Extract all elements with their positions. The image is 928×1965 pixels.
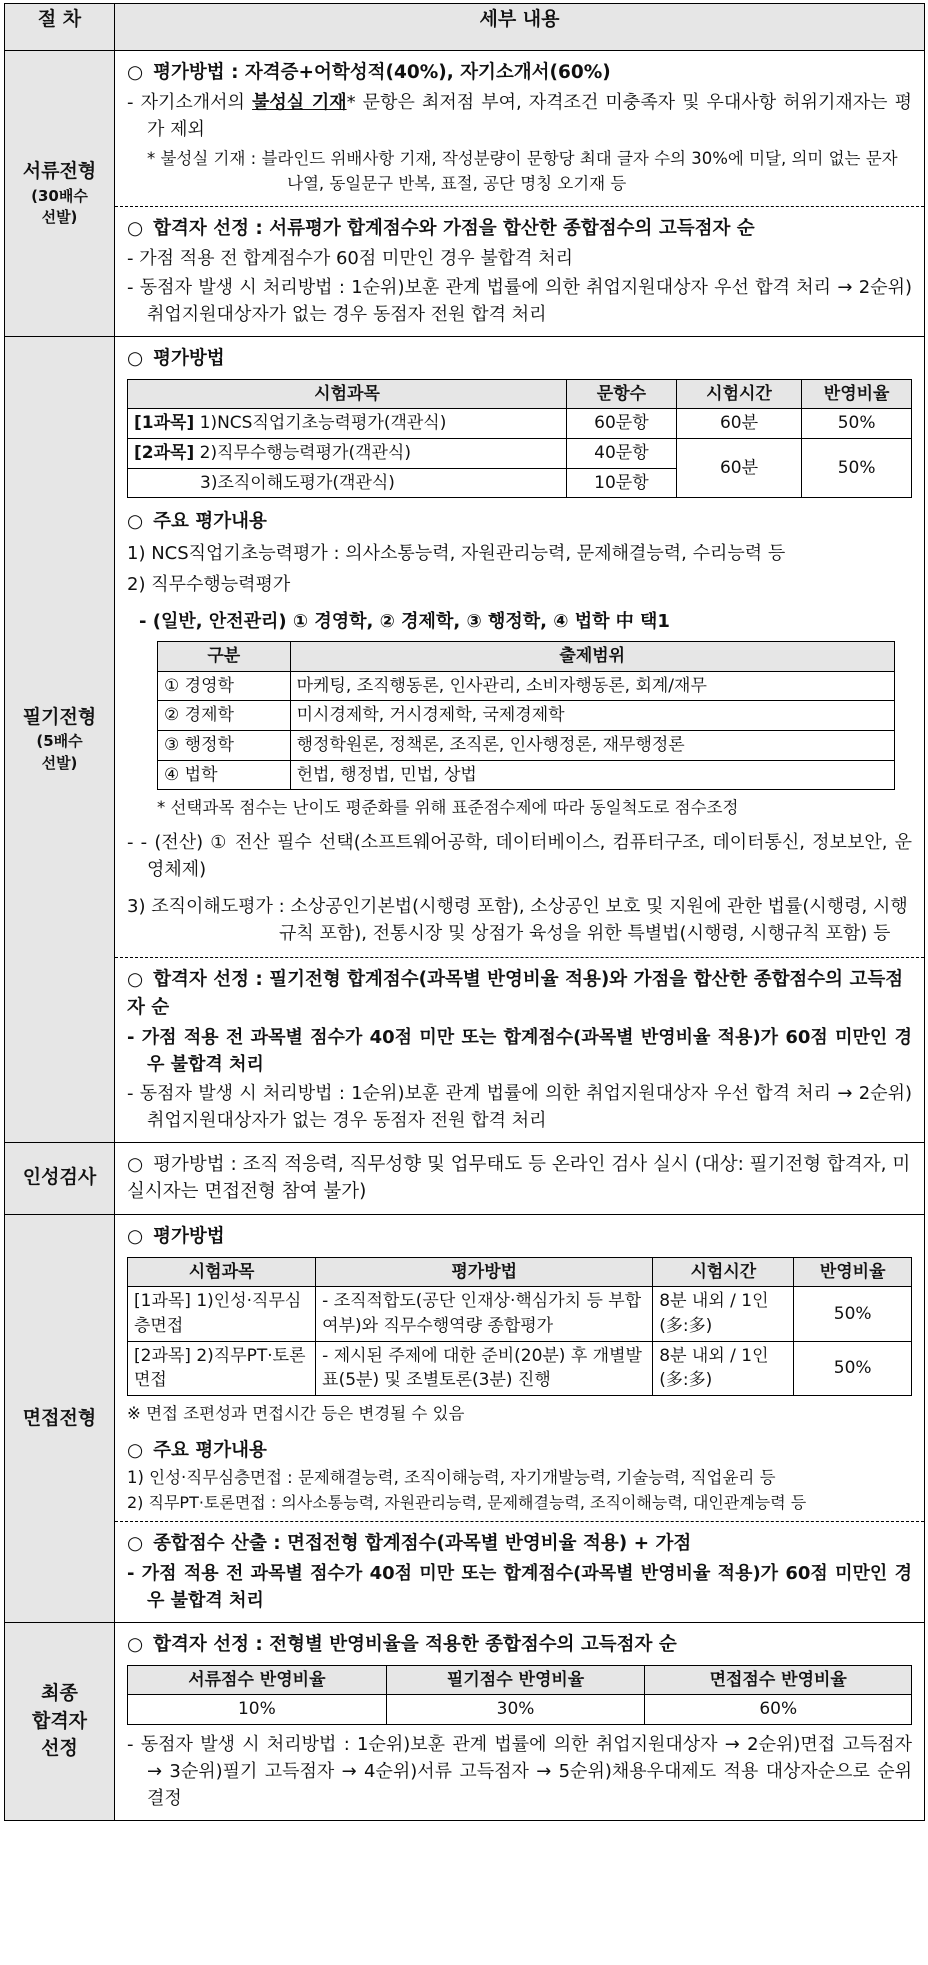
row-document-screening [5, 51, 925, 337]
s2-elective-general: - (일반, 안전관리) ① 경영학, ② 경제학, ③ 행정학, ④ 법학 中 택1 [139, 611, 670, 633]
s1-tie-rule: - 동점자 발생 시 처리방법 : 1순위)보훈 관계 법률에 의한 취업지원대상자 우선 합격 처리 → 2순위)취업지원대상자가 없는 경우 동점자 전원 합격 처리 [127, 274, 912, 328]
th-written-weight: 필기점수 반영비율 [386, 1665, 645, 1695]
iv-time-2: 8분 내외 / 1인 (多:多) [653, 1341, 794, 1395]
s2-item-ncs: 1) NCS직업기초능력평가 : 의사소통능력, 자원관리능력, 문제해결능력, 수리능력 등 [127, 543, 786, 565]
iv-subject-1: [1과목] 1)인성·직무심층면접 [128, 1287, 316, 1341]
written-weight: 30% [386, 1695, 645, 1725]
header-detail: 세부 내용 [115, 4, 925, 51]
iv-subject-2: [2과목] 2)직무PT·토론면접 [128, 1341, 316, 1395]
s2-content-heading: ○ 주요 평가내용 [127, 508, 912, 536]
th-questions: 문항수 [567, 379, 677, 409]
s4-method-heading: ○ 평가방법 [127, 1223, 912, 1251]
s5-selection-heading: ○ 합격자 선정 : 전형별 반영비율을 적용한 종합점수의 고득점자 순 [127, 1631, 912, 1659]
job-time: 60분 [676, 439, 801, 498]
final-weight-table [127, 1665, 912, 1725]
th-weight: 반영비율 [802, 379, 912, 409]
s2-fail-rule: - 가점 적용 전 과목별 점수가 40점 미만 또는 합계점수(과목별 반영비율 적용)가 60점 미만인 경우 불합격 처리 [127, 1024, 912, 1078]
s3-method: ○ 평가방법 : 조직 적응력, 직무성향 및 업무태도 등 온라인 검사 실시 (대상: 필기전형 합격자, 미실시자는 면접전형 참여 불가) [127, 1151, 912, 1207]
detail-personality-test [115, 1142, 925, 1215]
s4-content-heading: ○ 주요 평가내용 [127, 1437, 912, 1465]
elective-row: ③ 행정학 행정학원론, 정책론, 조직론, 인사행정론, 재무행정론 [158, 730, 895, 760]
s2-item-job: 2) 직무수행능력평가 [127, 574, 291, 596]
s4-item-1: 1) 인성·직무심층면접 : 문제해결능력, 조직이해능력, 자기개발능력, 기술능력, 직업윤리 등 [127, 1468, 776, 1488]
th-iv-method: 평가방법 [316, 1257, 653, 1287]
org-questions: 10문항 [567, 468, 677, 498]
th-iv-weight: 반영비율 [794, 1257, 912, 1287]
selection-process-table [4, 3, 925, 1821]
iv-method-1: - 조직적합도(공단 인재상·핵심가치 등 부합여부)와 직무수행역량 종합평가 [316, 1287, 653, 1341]
subject-ncs: [1과목] 1)NCS직업기초능력평가(객관식) [128, 409, 567, 439]
elective-row: ① 경영학 마케팅, 조직행동론, 인사관리, 소비자행동론, 회계/재무 [158, 671, 895, 701]
subject-job: [2과목] 2)직무수행능력평가(객관식) [128, 439, 567, 469]
iv-weight-1: 50% [794, 1287, 912, 1341]
iv-time-1: 8분 내외 / 1인 (多:多) [653, 1287, 794, 1341]
s4-note: ※ 면접 조편성과 면접시간 등은 변경될 수 있음 [127, 1403, 465, 1423]
th-subject: 시험과목 [128, 379, 567, 409]
interview-subjects-table [127, 1257, 912, 1396]
row-personality-test [5, 1142, 925, 1215]
ncs-time: 60분 [676, 409, 801, 439]
detail-written-exam [115, 337, 925, 1143]
th-iv-subject: 시험과목 [128, 1257, 316, 1287]
subject-org: 3)조직이해도평가(객관식) [128, 468, 567, 498]
row-interview [5, 1215, 925, 1623]
header-procedure: 절 차 [5, 4, 115, 51]
proc-written-exam: 필기전형 (5배수 선발) [5, 337, 115, 1143]
interview-weight: 60% [645, 1695, 912, 1725]
th-interview-weight: 면접점수 반영비율 [645, 1665, 912, 1695]
iv-weight-2: 50% [794, 1341, 912, 1395]
s2-method-heading: ○ 평가방법 [127, 345, 912, 373]
detail-document-screening [115, 51, 925, 337]
ncs-weight: 50% [802, 409, 912, 439]
job-questions: 40문항 [567, 439, 677, 469]
row-final-selection [5, 1622, 925, 1820]
s1-method-desc: - 자기소개서의 불성실 기재* 문항은 최저점 부여, 자격조건 미충족자 및 우대사항 허위기재자는 평가 제외 [127, 89, 912, 143]
s1-method-heading: ○ 평가방법 : 자격증+어학성적(40%), 자기소개서(60%) [127, 59, 912, 87]
selection-process-document [4, 3, 924, 1821]
s4-item-2: 2) 직무PT·토론면접 : 의사소통능력, 자원관리능력, 문제해결능력, 조직이해능력, 대인관계능력 등 [127, 1493, 807, 1513]
proc-document-screening: 서류전형 (30배수 선발) [5, 51, 115, 337]
iv-method-2: - 제시된 주제에 대한 준비(20분) 후 개별발표(5분) 및 조별토론(3분) 진행 [316, 1341, 653, 1395]
proc-personality-test: 인성검사 [5, 1142, 115, 1215]
proc-final-selection: 최종 합격자 선정 [5, 1622, 115, 1820]
s2-tie-rule: - 동점자 발생 시 처리방법 : 1순위)보훈 관계 법률에 의한 취업지원대상자 우선 합격 처리 → 2순위)취업지원대상자가 없는 경우 동점자 전원 합격 처리 [127, 1080, 912, 1134]
th-doc-weight: 서류점수 반영비율 [128, 1665, 387, 1695]
s2-elective-it: - - (전산) ① 전산 필수 선택(소프트웨어공학, 데이터베이스, 컴퓨터구조, 데이터통신, 정보보안, 운영체제) [127, 829, 912, 883]
elective-row: ② 경제학 미시경제학, 거시경제학, 국제경제학 [158, 701, 895, 731]
detail-interview [115, 1215, 925, 1623]
s5-tie-rule: - 동점자 발생 시 처리방법 : 1순위)보훈 관계 법률에 의한 취업지원대상자 → 2순위)면접 고득점자 → 3순위)필기 고득점자 → 4순위)서류 고득점자 → 5순위)채용우대제도 적용 대상자순으로 순위 결정 [127, 1731, 912, 1812]
detail-final-selection [115, 1622, 925, 1820]
row-written-exam [5, 337, 925, 1143]
s2-selection-heading: ○ 합격자 선정 : 필기전형 합계점수(과목별 반영비율 적용)와 가점을 합산한 종합점수의 고득점자 순 [127, 966, 912, 1022]
proc-interview: 면접전형 [5, 1215, 115, 1623]
th-scope: 출제범위 [290, 642, 894, 672]
s2-item-org: 3) 조직이해도평가 : 소상공인기본법(시행령 포함), 소상공인 보호 및 지원에 관한 법률(시행령, 시행규칙 포함), 전통시장 및 상점가 육성을 위한 특별법(시행령, 시행규칙 포함) 등 [127, 896, 908, 945]
s4-fail-rule: - 가점 적용 전 과목별 점수가 40점 미만 또는 합계점수(과목별 반영비율 적용)가 60점 미만인 경우 불합격 처리 [127, 1560, 912, 1614]
doc-weight: 10% [128, 1695, 387, 1725]
th-iv-time: 시험시간 [653, 1257, 794, 1287]
s4-score-heading: ○ 종합점수 산출 : 면접전형 합계점수(과목별 반영비율 적용) + 가점 [127, 1530, 912, 1558]
s2-elective-note: * 선택과목 점수는 난이도 평준화를 위해 표준점수제에 따라 동일척도로 점수조정 [157, 798, 739, 818]
written-exam-subjects-table [127, 379, 912, 499]
th-category: 구분 [158, 642, 291, 672]
elective-row: ④ 법학 헌법, 행정법, 민법, 상법 [158, 760, 895, 790]
job-weight: 50% [802, 439, 912, 498]
ncs-questions: 60문항 [567, 409, 677, 439]
elective-scope-table [157, 641, 895, 790]
th-time: 시험시간 [676, 379, 801, 409]
s1-note: * 불성실 기재 : 블라인드 위배사항 기재, 작성분량이 문항당 최대 글자 수의 30%에 미달, 의미 없는 문자 나열, 동일문구 반복, 표절, 공단 명칭 오기재 등 [147, 148, 898, 193]
s1-fail-rule: - 가점 적용 전 합계점수가 60점 미만인 경우 불합격 처리 [127, 245, 912, 272]
s1-selection-heading: ○ 합격자 선정 : 서류평가 합계점수와 가점을 합산한 종합점수의 고득점자 순 [127, 215, 912, 243]
